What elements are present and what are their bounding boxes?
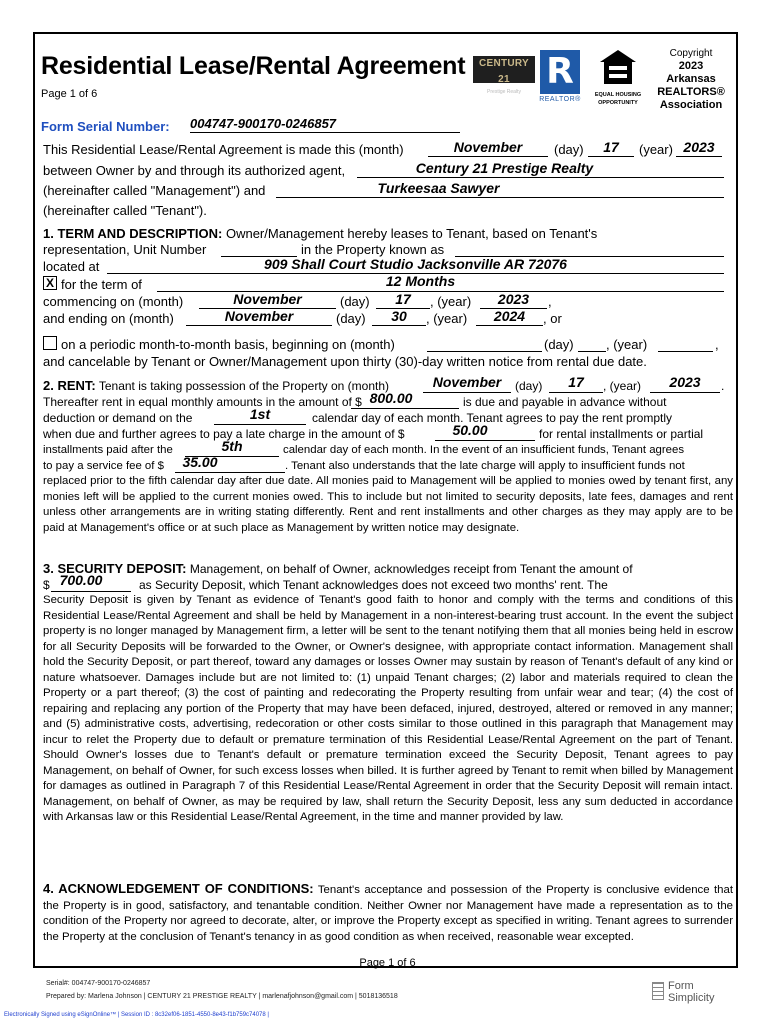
intro-text-4: (hereinafter called "Tenant").	[43, 203, 207, 218]
copyright-label: Copyright	[669, 48, 713, 59]
end-year-label: , (year)	[426, 311, 468, 326]
periodic-comma: ,	[715, 337, 719, 352]
brand-line-1: Form	[668, 980, 694, 992]
end-day-field[interactable]: 30	[391, 308, 407, 324]
rent-month-field[interactable]: November	[432, 374, 502, 390]
intro-text-1: This Residential Lease/Rental Agreement is made this (month)	[43, 142, 404, 157]
periodic-label: on a periodic month-to-month basis, beginning on (month)	[61, 337, 395, 352]
rent-text-3b: calendar day of each month. Tenant agrees to pay the rent promptly	[312, 411, 672, 425]
equal-housing-logo	[591, 48, 645, 108]
year-label: (year)	[639, 142, 673, 157]
rent-year-label: , (year)	[603, 379, 642, 393]
start-year-label: , (year)	[430, 294, 472, 309]
periodic-day-label: (day)	[544, 337, 574, 352]
rent-text-4b: for rental installments or partial	[539, 427, 704, 441]
rent-text-4a: when due and further agrees to pay a late charge in the amount of $	[43, 427, 405, 441]
located-label: located at	[43, 259, 100, 274]
commencing-label: commencing on (month)	[43, 294, 184, 309]
section-3-heading: 3. SECURITY DEPOSIT:	[43, 561, 187, 576]
property-address-field[interactable]: 909 Shall Court Studio Jacksonville AR 72076	[264, 256, 567, 272]
deposit-text-2: as Security Deposit, which Tenant acknowledges does not exceed two months' rent. The	[139, 578, 608, 592]
rent-line-1	[43, 378, 389, 394]
section-1-line-1	[43, 226, 597, 242]
serial-label: Form Serial Number:	[41, 119, 170, 134]
century21-logo	[473, 56, 535, 95]
page-title: Residential Lease/Rental Agreement	[41, 52, 466, 80]
rent-period: .	[721, 379, 725, 393]
term-field[interactable]: 12 Months	[385, 273, 456, 289]
eho-label-1: EQUAL HOUSING	[594, 92, 642, 98]
periodic-checkbox[interactable]	[43, 336, 57, 350]
acknowledgement-paragraph	[43, 881, 733, 945]
eho-label-2: OPPORTUNITY	[598, 100, 638, 106]
rent-year-field[interactable]: 2023	[669, 374, 701, 390]
nsf-fee-field[interactable]: 35.00	[182, 454, 218, 470]
end-year-field[interactable]: 2024	[493, 308, 526, 324]
footer-prepared-by: Prepared by: Marlena Johnson | CENTURY 21 PRESTIGE REALTY | marlenafjohnson@gmail.com | 5018136518	[46, 993, 398, 1000]
rent-text-6b: . Tenant also understands that the late charge will apply to insufficient funds not	[285, 460, 685, 472]
form-page	[33, 32, 738, 968]
term-checkbox[interactable]: X	[43, 276, 57, 290]
agreement-day-field[interactable]: 17	[603, 139, 619, 155]
realtor-logo-letter: R	[546, 51, 574, 92]
section-1-text-2b: in the Property known as	[301, 242, 445, 257]
esign-notice: Electronically Signed using eSignOnline™ | Session ID : 8c32ef06-1851-4550-8e43-f1b759c74078 |	[4, 1012, 269, 1018]
page-indicator-bottom: Page 1 of 6	[359, 957, 416, 969]
deposit-amount-field[interactable]: 700.00	[59, 572, 103, 588]
day-label: (day)	[554, 142, 584, 157]
agent-field[interactable]: Century 21 Prestige Realty	[415, 160, 594, 176]
start-comma: ,	[548, 294, 552, 309]
late-fee-field[interactable]: 50.00	[452, 422, 488, 438]
start-year-field[interactable]: 2023	[497, 291, 530, 307]
section-1-text-1: Owner/Management hereby leases to Tenant, based on Tenant's	[222, 226, 598, 241]
document-icon	[652, 982, 664, 1000]
end-day-label: (day)	[336, 311, 366, 326]
late-day-field[interactable]: 5th	[221, 438, 243, 454]
c21-logo-subtext: Prestige Realty	[487, 89, 521, 95]
section-4-text: Tenant's acceptance and possession of the Property is conclusive evidence that the Property is in good, satisfactory, and tenantable condition. Neither Owner nor Management have made a representation as to the condition of the Property nor agreed to decorate, alter, or improve the Property except as specified in writing. Tenant agrees to surrender the Property at the conclusion of Tenant's tenancy in as good condition as when received, reasonable wear excepted.	[43, 884, 733, 943]
rent-text-5b: calendar day of each month. In the event of an insufficient funds, Tenant agrees	[283, 444, 685, 456]
agreement-year-field[interactable]: 2023	[683, 139, 715, 155]
realtor-logo	[537, 50, 583, 108]
rent-amount-field[interactable]: 800.00	[369, 390, 413, 406]
start-day-field[interactable]: 17	[395, 291, 411, 307]
due-day-field[interactable]: 1st	[249, 406, 271, 422]
start-day-label: (day)	[340, 294, 370, 309]
rent-paragraph: replaced prior to the fifth calendar day after due date. All monies paid to Management will be applied to monies owed by tenant first, any monies left will be applied to the current monies owed. This to include but not limited to security deposits, late fees, damages and rent unless other arrangements are in writing stating differently. Rent and rent installments and other charges as they may apply are to be paid at Management's office or at such place as Management by written notice may designate.	[43, 475, 733, 534]
c21-logo-text: CENTURY 21	[478, 58, 530, 85]
section-1-text-2a: representation, Unit Number	[43, 242, 207, 257]
formsimplicity-logo	[652, 980, 742, 1006]
copyright-year: 2023	[678, 60, 704, 72]
rent-day-field[interactable]: 17	[568, 374, 584, 390]
copyright-org-2: REALTORS®	[657, 86, 725, 98]
cancel-text: and cancelable by Tenant or Owner/Management upon thirty (30)-day written notice from rental due date.	[43, 354, 647, 369]
rent-day-label: (day)	[515, 379, 543, 393]
periodic-year-label: , (year)	[606, 337, 648, 352]
section-1-heading: 1. TERM AND DESCRIPTION:	[43, 226, 223, 241]
rent-text-2b: is due and payable in advance without	[463, 395, 667, 409]
tenant-name-field[interactable]: Turkeesaa Sawyer	[377, 180, 500, 196]
intro-text-3: (hereinafter called "Management") and	[43, 183, 266, 198]
end-month-field[interactable]: November	[224, 308, 294, 324]
rent-text-1: Tenant is taking possession of the Property on (month)	[98, 379, 390, 393]
copyright-block	[645, 48, 737, 112]
start-month-field[interactable]: November	[233, 291, 302, 307]
deposit-dollar: $	[43, 578, 50, 592]
copyright-org-1: Arkansas	[666, 73, 716, 85]
deposit-line-1	[43, 561, 633, 577]
intro-text-2: between Owner by and through its authorized agent,	[43, 163, 346, 178]
agreement-month-field[interactable]: November	[453, 139, 523, 155]
deposit-paragraph: Security Deposit is given by Tenant as evidence of Tenant's good faith to honor and comply with the terms and conditions of this Residential Lease/Rental Agreement and shall be held by Management in a non-interest-bearing trust account. In the event the subject property is no longer managed by Management firm, a letter will be sent to the tenant notifying them that all monies being held in escrow for all Security Deposits will be forwarded to the Owner, or Owner's designee, with appropriate contact information. Management shall hold the Security Deposit, or part thereof, toward any damages or losses Owner may sustain by reason of Tenant's default of any kind or nature whatsoever. Damages include but are not limited to: (1) unpaid Tenant charges; (2) labor and materials required to clean the Property or a part thereof; (3) the cost of painting and redecorating the Property resulting from unfair wear and tear; (4) the cost of repairing and replacing any portion of the Property that may have been defaced, injured, destroyed, altered or removed in any manner; and (5) administrative costs, advertising, redecoration or other costs similar to those outlined in this paragraph that Management may incur to relet the Property due to default or premature termination of this Residential Lease/Rental Agreement on the part of Tenant. Should Owner's losses due to Tenant's default or premature termination exceed the Security Deposit, Tenant agrees to pay Management, on behalf of Owner, for such excess losses when billed. It is further agreed by Tenant to remit when billed by Management for damages as outlined in Paragraph 7 of this Residential Lease/Rental Agreement in order that the Security Deposit will remain intact. Management, on behalf of Owner, as may be required by law, shall return the Security Deposit, less any sum deducted in accordance with Arkansas law or this Residential Lease/Rental Agreement, in the time and manner provided by law.	[43, 594, 733, 823]
rent-text-2a: Thereafter rent in equal monthly amounts in the amount of $	[43, 395, 362, 409]
term-label: for the term of	[61, 277, 142, 292]
copyright-org-3: Association	[659, 99, 723, 111]
ending-label: and ending on (month)	[43, 311, 174, 326]
rent-text-6a: to pay a service fee of $	[43, 460, 164, 472]
rent-text-5a: installments paid after the	[43, 444, 173, 456]
page-indicator-top: Page 1 of 6	[41, 88, 98, 100]
house-icon	[598, 48, 638, 86]
brand-line-2: Simplicity	[668, 992, 715, 1004]
section-2-heading: 2. RENT:	[43, 378, 96, 393]
rent-text-3a: deduction or demand on the	[43, 411, 193, 425]
serial-number-field[interactable]: 004747-900170-0246857	[190, 116, 460, 133]
footer-serial: Serial#: 004747-900170-0246857	[46, 980, 151, 987]
deposit-text-1: Management, on behalf of Owner, acknowledges receipt from Tenant the amount of	[186, 562, 633, 576]
realtor-logo-label: REALTOR®	[539, 96, 581, 103]
end-or: , or	[543, 311, 562, 326]
section-4-heading: 4. ACKNOWLEDGEMENT OF CONDITIONS:	[43, 881, 314, 896]
